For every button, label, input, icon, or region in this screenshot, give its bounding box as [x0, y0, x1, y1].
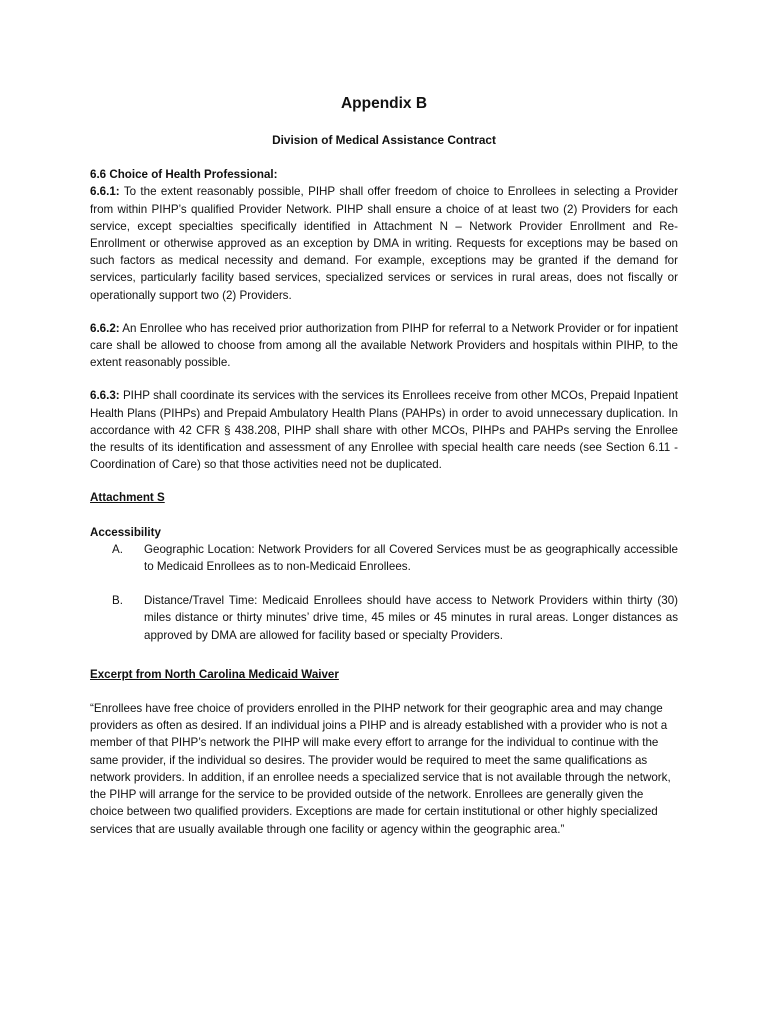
list-marker: A. — [112, 542, 123, 556]
paragraph-6-6-1 — [90, 183, 678, 303]
list-item — [90, 541, 678, 575]
excerpt-quote: “Enrollees have free choice of providers enrolled in the PIHP network for their geographic area and may change providers as often as desired. If an individual joins a PIHP and is already established with a provider who is not a member of that PIHP’s network the PIHP will make every effort to arrange for the individual to continue with the same provider, if the individual so desires. The provider would be required to meet the same qualifications as network providers. In addition, if an enrollee needs a specialized service that is not available through the network, the PIHP will arrange for the service to be provided outside of the network. Enrollees are generally given the choice between two qualified providers. Exceptions are made for certain institutional or other highly specialized services that are usually available through one facility or agency within the geographic area.” — [90, 702, 671, 836]
accessibility-heading: Accessibility — [90, 525, 161, 539]
paragraph-6-6-3 — [90, 387, 678, 473]
paragraph-label: 6.6.2: — [90, 321, 120, 335]
list-item — [90, 592, 678, 644]
page-title: Appendix B — [340, 95, 428, 112]
document-subtitle: Division of Medical Assistance Contract — [272, 133, 496, 147]
section-heading: 6.6 Choice of Health Professional: — [90, 168, 278, 182]
paragraph-text: An Enrollee who has received prior authorization from PIHP for referral to a Network Provider or for inpatient care shall be allowed to choose from among all the available Network Providers and hospitals within PIHP, to the extent reasonably possible. — [90, 321, 678, 370]
excerpt-heading: Excerpt from North Carolina Medicaid Waiver — [90, 667, 339, 681]
list-item-text: Distance/Travel Time: Medicaid Enrollees should have access to Network Providers within thirty (30) miles distance or thirty minutes’ drive time, 45 miles or 45 minutes in rural areas. Longer distances as approved by DMA are allowed for facility based or specialty Providers. — [144, 594, 678, 642]
paragraph-6-6-2 — [90, 320, 678, 372]
paragraph-text: To the extent reasonably possible, PIHP shall offer freedom of choice to Enrollees in selecting a Provider from within PIHP’s qualified Provider Network. PIHP shall ensure a choice of at least two (2) Providers for each service, except specialties specifically identified in Attachment N – Network Provider Enrollment and Re-Enrollment or otherwise approved as an exception by DMA in writing. Requests for exceptions may be based on such factors as medical necessity and demand. For example, exceptions may be granted if the demand for services, particularly facility based services, specialized services or services in rural areas, does not fiscally or operationally support two (2) Providers. — [90, 185, 678, 302]
paragraph-text: PIHP shall coordinate its services with the services its Enrollees receive from other MCOs, Prepaid Inpatient Health Plans (PIHPs) and Prepaid Ambulatory Health Plans (PAHPs) in order to avoid unnecessary duplication. In accordance with 42 CFR § 438.208, PIHP shall share with other MCOs, PIHPs and PAHPs serving the Enrollee the results of its identification and assessment of any Enrollee with special health care needs (see Section 6.11 - Coordination of Care) so that those activities need not be duplicated. — [90, 389, 678, 472]
list-marker: B. — [112, 594, 123, 608]
list-item-text: Geographic Location: Network Providers for all Covered Services must be as geographically accessible to Medicaid Enrollees as to non-Medicaid Enrollees. — [144, 542, 678, 574]
paragraph-label: 6.6.3: — [90, 389, 120, 403]
accessibility-list — [90, 541, 678, 644]
paragraph-label: 6.6.1: — [90, 185, 120, 199]
attachment-heading: Attachment S — [90, 491, 165, 505]
